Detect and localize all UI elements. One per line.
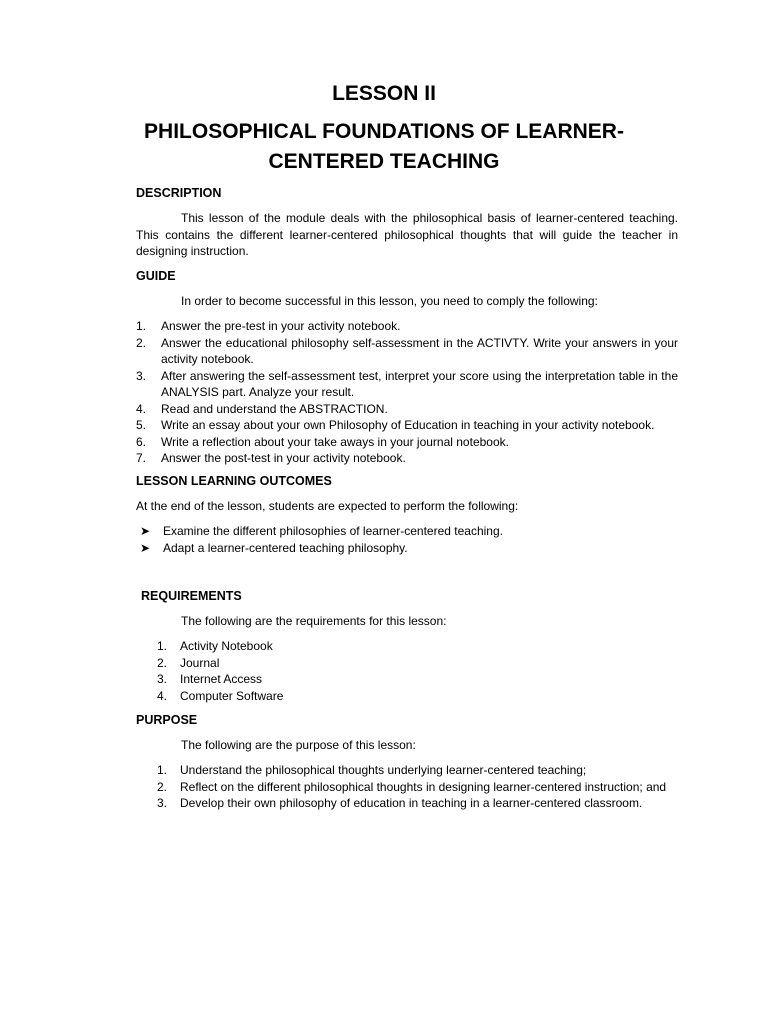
requirements-list	[157, 638, 678, 704]
list-item	[157, 762, 678, 779]
guide-intro: In order to become successful in this lesson, you need to comply the following:	[181, 294, 598, 308]
list-item	[157, 779, 678, 796]
list-item-text: Activity Notebook	[180, 639, 273, 653]
list-item-text: Read and understand the ABSTRACTION.	[161, 401, 388, 416]
list-item-number: 2.	[157, 779, 168, 794]
requirements-heading: REQUIREMENTS	[141, 589, 242, 603]
lesson-title-line2: CENTERED TEACHING	[268, 150, 500, 173]
requirements-intro: The following are the requirements for this lesson:	[181, 614, 447, 628]
list-item-number: 4.	[136, 401, 147, 416]
list-item	[157, 671, 678, 688]
list-item-text: Answer the pre-test in your activity notebook.	[161, 319, 401, 333]
lesson-number: LESSON II	[332, 82, 436, 105]
list-item	[136, 368, 678, 401]
list-item-number: 6.	[136, 434, 147, 449]
list-item	[136, 523, 678, 540]
outcomes-heading: LESSON LEARNING OUTCOMES	[136, 474, 332, 488]
list-item-number: 5.	[136, 418, 147, 432]
list-item	[136, 540, 678, 557]
list-item-text: Develop their own philosophy of education in teaching in a learner-centered classroom.	[180, 796, 643, 810]
list-item-number: 1.	[136, 319, 147, 333]
list-item-text: Understand the philosophical thoughts underlying learner-centered teaching;	[180, 763, 587, 777]
description-heading: DESCRIPTION	[136, 186, 222, 200]
list-item	[157, 655, 678, 672]
outcomes-intro: At the end of the lesson, students are expected to perform the following:	[136, 499, 519, 513]
list-item-number: 7.	[136, 451, 147, 465]
list-item-text: Computer Software	[180, 688, 284, 703]
list-item	[157, 795, 678, 812]
lesson-title-line1: PHILOSOPHICAL FOUNDATIONS OF LEARNER-	[144, 120, 624, 143]
list-item	[136, 434, 678, 451]
list-item	[136, 450, 678, 467]
purpose-intro: The following are the purpose of this lesson:	[181, 738, 416, 752]
description-text: This lesson of the module deals with the philosophical basis of learner-centered teaching. This contains the different learner-centered philosophical thoughts that will guide the teacher in designing instruction.	[136, 211, 678, 258]
purpose-heading: PURPOSE	[136, 713, 198, 727]
list-item	[157, 688, 678, 705]
list-item-number: 3.	[157, 672, 168, 686]
list-item-number: 2.	[157, 655, 168, 670]
list-item-text: Answer the post-test in your activity notebook.	[161, 451, 406, 465]
list-item	[136, 335, 678, 368]
list-item-text: Reflect on the different philosophical thoughts in designing learner-centered instruction; and	[180, 779, 667, 794]
arrow-bullet-icon: ➤	[140, 540, 151, 555]
list-item-number: 1.	[157, 639, 168, 653]
list-item-text: Write an essay about your own Philosophy of Education in teaching in your activity notebook.	[161, 418, 655, 432]
list-item-text: Journal	[180, 655, 220, 670]
list-item	[157, 638, 678, 655]
purpose-list	[157, 762, 678, 812]
list-item-number: 3.	[157, 796, 168, 810]
list-item	[136, 318, 678, 335]
arrow-bullet-icon: ➤	[140, 524, 151, 538]
list-item-text: Answer the educational philosophy self-assessment in the ACTIVTY. Write your answers in your activity notebook.	[161, 335, 678, 366]
guide-list	[136, 318, 678, 467]
list-item	[136, 401, 678, 418]
outcomes-list	[136, 523, 678, 556]
list-item-number: 2.	[136, 335, 147, 350]
guide-heading: GUIDE	[136, 269, 176, 283]
list-item-number: 3.	[136, 368, 147, 383]
list-item-number: 4.	[157, 688, 168, 703]
list-item-text: Write a reflection about your take aways in your journal notebook.	[161, 434, 509, 449]
list-item-number: 1.	[157, 763, 168, 777]
list-item-text: Internet Access	[180, 672, 263, 686]
list-item-text: Adapt a learner-centered teaching philosophy.	[163, 540, 408, 555]
list-item-text: After answering the self-assessment test, interpret your score using the interpretation table in the ANALYSIS part. Analyze your result.	[161, 368, 678, 399]
list-item	[136, 417, 678, 434]
list-item-text: Examine the different philosophies of learner-centered teaching.	[163, 524, 503, 538]
